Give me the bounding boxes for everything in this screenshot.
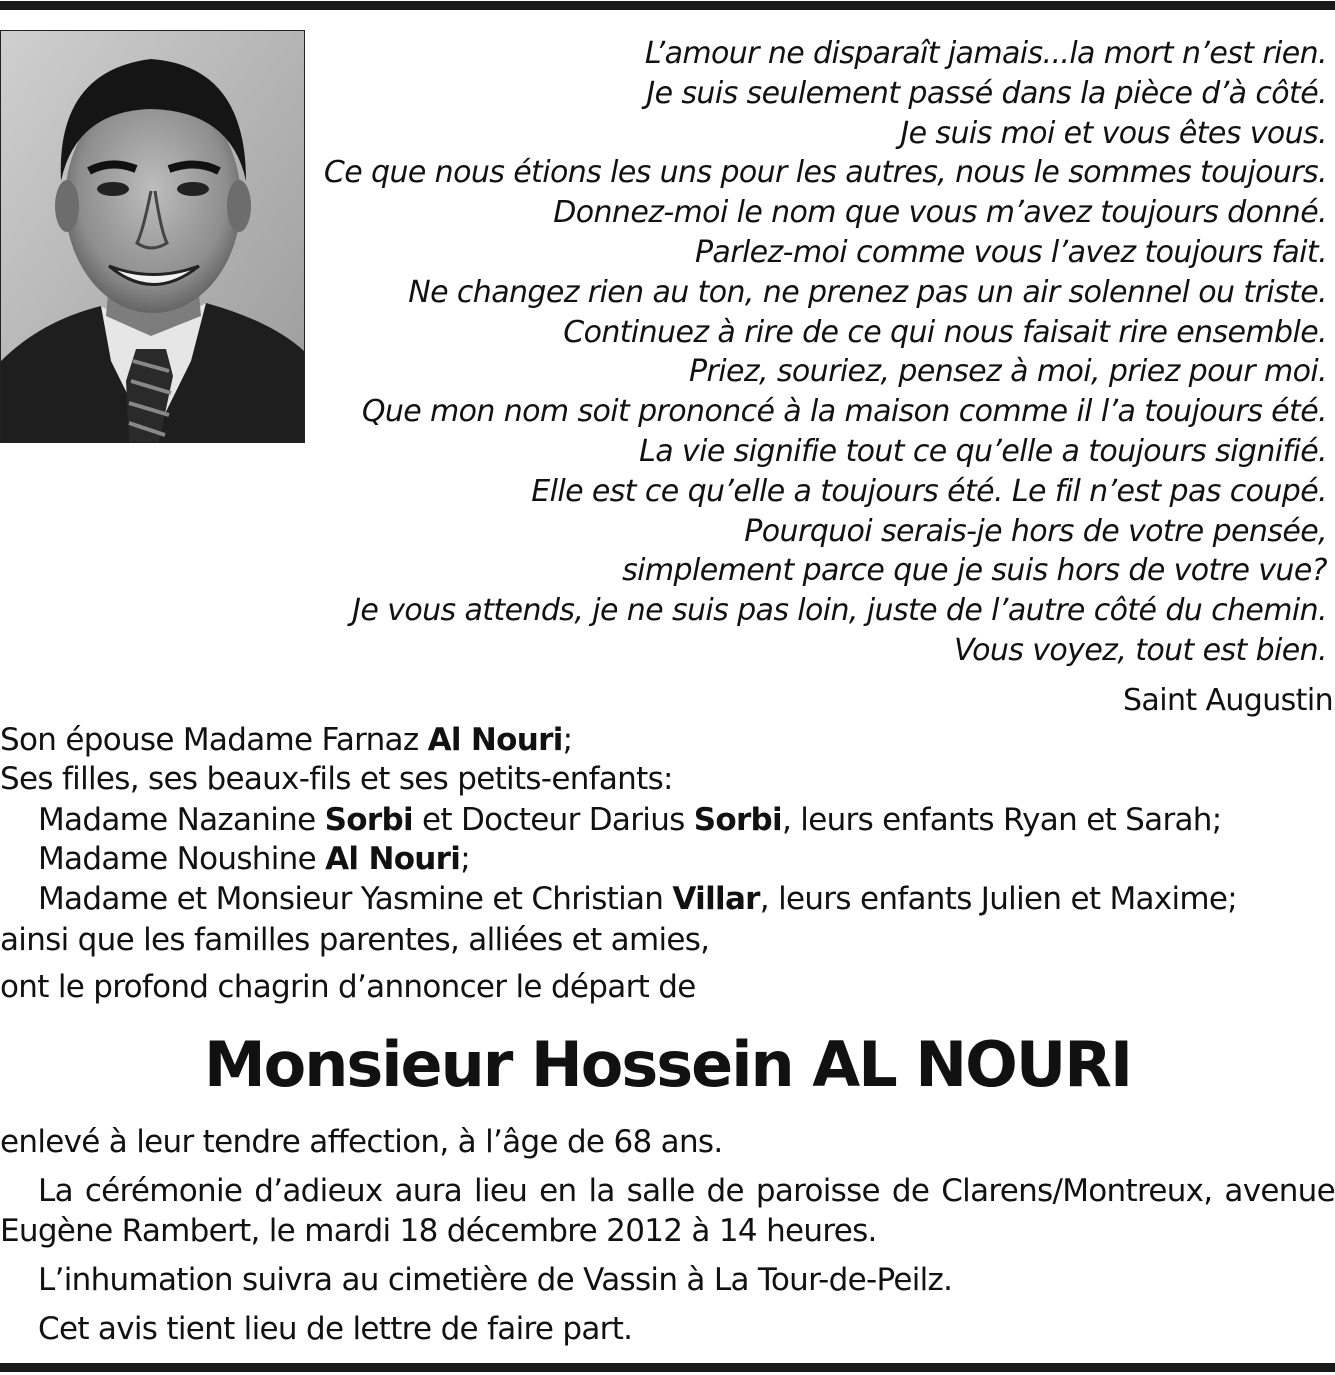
text-segment: ; bbox=[460, 841, 470, 877]
poem-line: Ne changez rien au ton, ne prenez pas un air solennel ou triste. bbox=[408, 274, 1327, 310]
surname: Al Nouri bbox=[325, 841, 461, 877]
text-segment: , leurs enfants Ryan et Sarah; bbox=[781, 802, 1222, 838]
extended-family-line: ainsi que les familles parentes, alliées et amies, bbox=[0, 922, 710, 958]
surname: Sorbi bbox=[324, 802, 413, 838]
poem-line: Continuez à rire de ce qui nous faisait rire ensemble. bbox=[563, 314, 1327, 350]
ceremony-paragraph bbox=[0, 1171, 1335, 1251]
poem-line: Je suis seulement passé dans la pièce d’à côté. bbox=[646, 75, 1327, 111]
poem-line: simplement parce que je suis hors de votre vue? bbox=[622, 553, 1327, 589]
text-segment: et Docteur Darius bbox=[412, 802, 694, 838]
spouse-surname: Al Nouri bbox=[427, 722, 563, 758]
family-line-villar bbox=[38, 879, 1237, 919]
bottom-border-rule bbox=[0, 1363, 1335, 1372]
spouse-suffix: ; bbox=[562, 722, 573, 758]
deceased-name: Monsieur Hossein AL NOURI bbox=[203, 1028, 1132, 1101]
family-line-noushine bbox=[38, 839, 470, 879]
burial-line: L’inhumation suivra au cimetière de Vassin à La Tour-de-Peilz. bbox=[38, 1262, 953, 1298]
poem-line: Parlez-moi comme vous l’avez toujours fait. bbox=[694, 234, 1327, 270]
poem-line: Pourquoi serais-je hors de votre pensée, bbox=[744, 513, 1327, 549]
poem-line: L’amour ne disparaît jamais...la mort n’est rien. bbox=[644, 36, 1327, 71]
family-line-sorbi bbox=[38, 800, 1222, 840]
poem-line: Que mon nom soit prononcé à la maison comme il l’a toujours été. bbox=[361, 394, 1327, 430]
poem-line: Je vous attends, je ne suis pas loin, juste de l’autre côté du chemin. bbox=[352, 593, 1327, 629]
surname: Villar bbox=[672, 881, 760, 917]
poem-line: Vous voyez, tout est bien. bbox=[953, 632, 1327, 668]
text-segment: Madame Noushine bbox=[38, 841, 326, 877]
poem-line: Ce que nous étions les uns pour les autres, nous le sommes toujours. bbox=[323, 155, 1327, 191]
text-segment: , leurs enfants Julien et Maxime; bbox=[759, 881, 1237, 917]
poem-line: Je suis moi et vous êtes vous. bbox=[900, 115, 1327, 151]
top-border-rule bbox=[0, 1, 1335, 10]
spouse-line bbox=[0, 720, 572, 760]
surname: Sorbi bbox=[693, 802, 782, 838]
poem-author: Saint Augustin bbox=[1122, 683, 1333, 718]
text-segment: Madame et Monsieur Yasmine et Christian bbox=[38, 881, 673, 917]
spouse-prefix: Son épouse Madame Farnaz bbox=[0, 722, 428, 758]
announcement-line: ont le profond chagrin d’annoncer le départ de bbox=[0, 969, 696, 1005]
poem-line: Donnez-moi le nom que vous m’avez toujours donné. bbox=[553, 195, 1327, 231]
poem-line: Priez, souriez, pensez à moi, priez pour moi. bbox=[689, 354, 1327, 390]
poem bbox=[317, 34, 1327, 671]
ceremony-text: La cérémonie d’adieux aura lieu en la salle de paroisse de Clarens/Montreux, avenue Eugène Rambert, le mardi 18 décembre 2012 à 14 heures. bbox=[0, 1173, 1335, 1249]
portrait-photo bbox=[0, 30, 305, 443]
text-segment: Madame Nazanine bbox=[38, 802, 325, 838]
children-intro: Ses filles, ses beaux-fils et ses petits-enfants: bbox=[0, 761, 673, 797]
closing-line: Cet avis tient lieu de lettre de faire part. bbox=[38, 1311, 633, 1347]
age-line: enlevé à leur tendre affection, à l’âge de 68 ans. bbox=[0, 1124, 723, 1160]
poem-line: Elle est ce qu’elle a toujours été. Le fil n’est pas coupé. bbox=[531, 473, 1327, 509]
poem-line: La vie signifie tout ce qu’elle a toujours signifié. bbox=[639, 433, 1327, 469]
